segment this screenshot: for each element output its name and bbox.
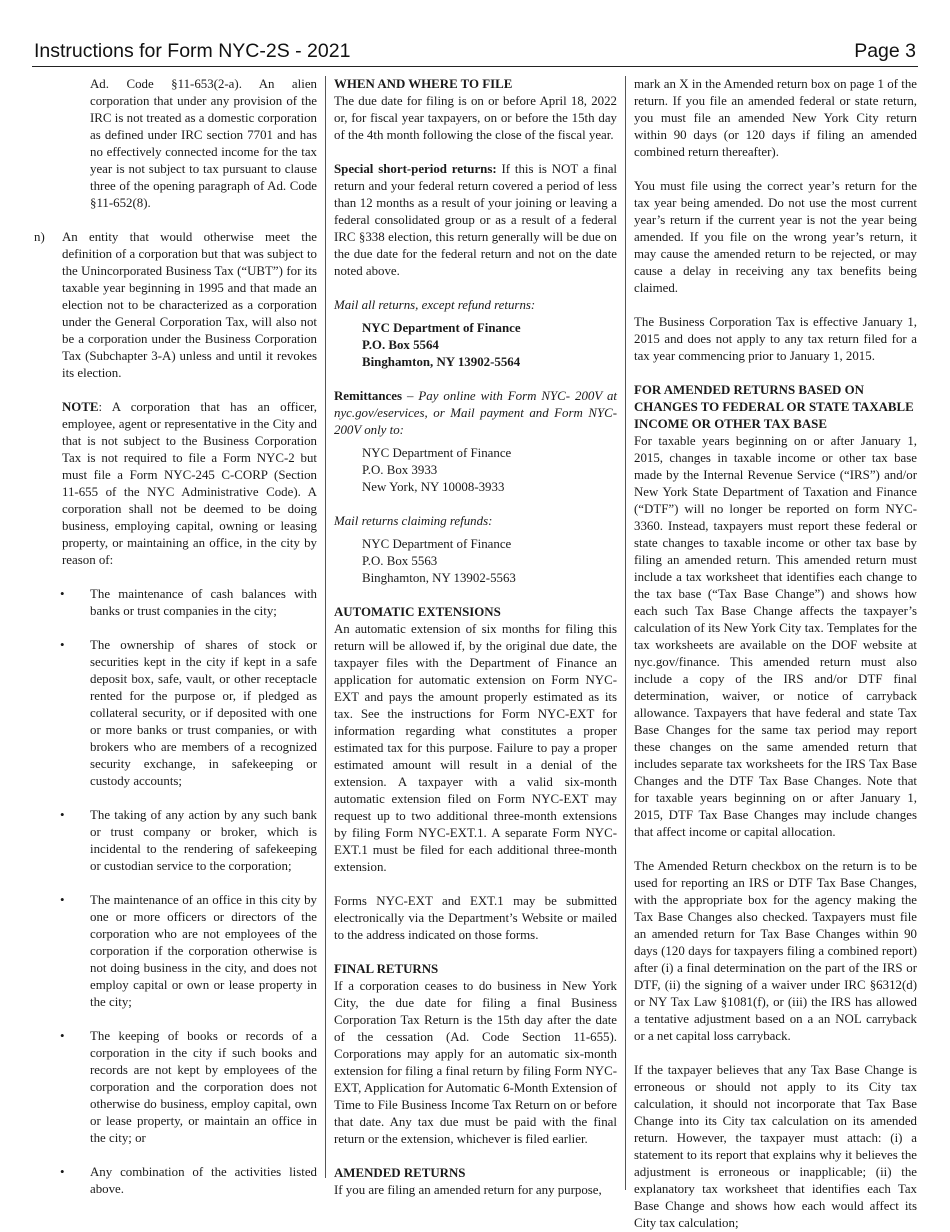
effective-date-paragraph: The Business Corporation Tax is effective January 1, 2015 and does not apply to any tax return filed for a tax year commencing prior to January 1, 2015. bbox=[634, 315, 917, 363]
address-line: NYC Department of Finance bbox=[362, 537, 512, 551]
address-line: P.O. Box 3933 bbox=[362, 463, 438, 477]
bullet-item bbox=[34, 586, 317, 620]
bullet-text: The maintenance of an office in this city by one or more officers or directors of the corporation who are not employees of the corporation if the corporation otherwise is not doing business in the city, and does not employ capital or own or lease property in the city; bbox=[90, 893, 317, 1009]
address-line: P.O. Box 5564 bbox=[362, 338, 439, 352]
list-item-n bbox=[34, 229, 317, 569]
bullet-item bbox=[34, 637, 317, 790]
column-2 bbox=[334, 76, 617, 1199]
list-marker: n) bbox=[34, 230, 45, 244]
header-rule bbox=[32, 66, 918, 67]
bullet-text: The taking of any action by any such bank or trust company or broker, which is incidental to the rendering of safekeeping or custodian service to the corporation; bbox=[90, 808, 317, 873]
correct-year-paragraph: You must file using the correct year’s return for the tax year being amended. Do not use the most current year’s return if the current year is not the year being amended. If you file on the wrong year’s return, it may cause the amended return to be rejected, or may cause a delay in receiving any tax benefits being claimed. bbox=[634, 179, 917, 295]
address-line: NYC Department of Finance bbox=[362, 446, 512, 460]
tax-base-changes-text: For taxable years beginning on or after January 1, 2015, changes in taxable income or other tax base made by the Internal Revenue Service (“IRS”) and/or New York State Department of Taxation and Finance (“DTF”) will no longer be reported on form NYC-3360. Instead, taxpayers must report these federal or state changes to taxable income or other tax base by filing an amended return. This amended return must include a tax worksheet that identifies each change to the tax base (“Tax Base Change”) and shows how each such Tax Base Change affects the taxpayer’s calculation of its New York City tax. Templates for the tax worksheets are available on the DOF website at nyc.gov/finance. This amended return must also include a copy of the IRS and/or DTF final determination, waiver, or notice of carryback allowance. Taxpayers that have federal and state Tax Base Changes for the same tax period may report these changes on the same amended return that includes separate tax worksheets for the IRS Tax Base Changes and the DTF Tax Base Changes. Note that for taxable years beginning on or after January 1, 2015, DTF Tax Base Changes may include changes that affect income or capital allocation. bbox=[634, 434, 917, 839]
short-period-paragraph bbox=[334, 161, 617, 280]
mail-all-label: Mail all returns, except refund returns: bbox=[334, 298, 536, 312]
list-item-text: An entity that would otherwise meet the definition of a corporation but that was subject to the Unincorporated Business Tax (“UBT”) for its taxable year beginning in 1995 and that made an election not to be characterized as a corporation under the General Corporation Tax, will also not be a corporation under the Business Corporation Tax (Subchapter 3-A) unless and until it revokes its election. bbox=[62, 230, 317, 380]
address-refunds bbox=[334, 536, 617, 587]
section-heading-amended-returns: AMENDED RETURNS bbox=[334, 1166, 466, 1180]
document-title: Instructions for Form NYC-2S - 2021 bbox=[34, 40, 351, 62]
amended-continued-text: mark an X in the Amended return box on page 1 of the return. If you file an amended federal or state return, you must file an amended New York City return within 90 days (or 120 days if filing an amended combined return thereafter). bbox=[634, 77, 917, 159]
section-heading-tax-base-changes: FOR AMENDED RETURNS BASED ON CHANGES TO FEDERAL OR STATE TAXABLE INCOME OR OTHER TAX BASE bbox=[634, 383, 914, 431]
remittances-paragraph bbox=[334, 388, 617, 439]
section-heading-when-where: WHEN AND WHERE TO FILE bbox=[334, 77, 513, 91]
page-header bbox=[34, 38, 916, 64]
mail-refunds-label: Mail returns claiming refunds: bbox=[334, 514, 493, 528]
section-heading-final-returns: FINAL RETURNS bbox=[334, 962, 439, 976]
address-line: NYC Department of Finance bbox=[362, 321, 521, 335]
forms-ext-text: Forms NYC-EXT and EXT.1 may be submitted electronically via the Department’s Website or mailed to the address indicated on those forms. bbox=[334, 894, 617, 942]
bullet-item bbox=[34, 1028, 317, 1147]
bullet-text: The keeping of books or records of a corporation in the city if such books and records are not kept by employees of the corporation and the corporation does not otherwise do business, employ capital, own or lease property, or maintain an office in the city; or bbox=[90, 1029, 317, 1145]
note-text: : A corporation that has an officer, employee, agent or representative in the City and that is not subject to the Business Corporation Tax is not required to file a Form NYC-2 but must file a Form NYC-245 C-CORP (Section 11-655 of the NYC Administrative Code). A corporation shall not be deemed to be doing business, employing capital, owning or leasing property, or maintaining an office, in the city by reason of: bbox=[62, 400, 317, 567]
short-period-text: If this is NOT a final return and your federal return covered a period of less than 12 months as a result of your joining or leaving a federal consolidated group or as a result of a federal IRC §338 election, this return generally will be due on the due date for the federal return and not on the date noted above. bbox=[334, 162, 618, 278]
address-returns bbox=[334, 320, 617, 371]
automatic-extensions-text: An automatic extension of six months for filing this return will be allowed if, by the original due date, the taxpayer files with the Department of Finance an application for automatic extension on Form NYC-EXT and pays the amount properly estimated as its tax. See the instructions for Form NYC-EXT for information regarding what constitutes a proper estimated tax for this purpose. Failure to pay a proper estimated amount will result in a denial of the extension. A taxpayer with a valid six-month automatic extension filed on Form NYC-EXT may request up to two additional three-month extensions by filing Form NYC-EXT.1. A separate Form NYC-EXT.1 must be filed for each additional three-month extension. bbox=[334, 622, 617, 874]
page-number: Page 3 bbox=[854, 40, 916, 62]
note-paragraph bbox=[62, 399, 317, 569]
bullet-text: The ownership of shares of stock or securities kept in the city if kept in a safe deposit box, safe, vault, or other receptacle rented for the purpose or, if pledged as collateral security, or if deposited with one or more banks or trust companies, or with brokers who are members of a recognized security exchange, in safekeeping or custody accounts; bbox=[90, 638, 317, 788]
when-where-text: The due date for filing is on or before April 18, 2022 or, for fiscal year taxpayers, on or before the 15th day of the 4th month following the close of the fiscal year. bbox=[334, 94, 617, 142]
final-returns-text: If a corporation ceases to do business in New York City, the due date for filing a final Business Corporation Tax Return is the 15th day after the date of the cessation (Ad. Code Section 11-655). Corporations may apply for an automatic six-month extension for filing a final return by filing Form NYC-EXT, Application for Automatic 6-Month Extension of Time to File Business Income Tax Return on or before that date. Any tax due must be paid with the final return or the extension, whichever is filed earlier. bbox=[334, 979, 617, 1146]
address-line: Binghamton, NY 13902-5563 bbox=[362, 571, 516, 585]
bullet-text: Any combination of the activities listed above. bbox=[90, 1165, 317, 1196]
bullet-item bbox=[34, 1164, 317, 1198]
bullet-item bbox=[34, 807, 317, 875]
bullet-icon: • bbox=[60, 587, 65, 601]
amended-returns-text: If you are filing an amended return for any purpose, bbox=[334, 1183, 602, 1197]
column-1 bbox=[34, 76, 317, 1198]
bullet-icon: • bbox=[60, 1165, 65, 1179]
column-divider-left bbox=[325, 76, 326, 1178]
amended-checkbox-paragraph: The Amended Return checkbox on the return is to be used for reporting an IRS or DTF Tax Base Changes, with the appropriate box for the agency making the Tax Base Changes also checked. Taxpayers must file an amended return for Tax Base Changes within 90 days (120 days for taxpayers filing a combined report) after (i) a final determination on the part of the IRS or DTF, (ii) the signing of a waiver under IRC §6312(d) or NY Tax Law §1081(f), or (iii) the IRS has allowed a tentative adjustment based on a an NOL carryback or a net capital loss carryback. bbox=[634, 859, 917, 1043]
remittances-label: Remittances bbox=[334, 389, 403, 403]
bullet-icon: • bbox=[60, 1029, 65, 1043]
bullet-icon: • bbox=[60, 893, 65, 907]
address-line: P.O. Box 5563 bbox=[362, 554, 438, 568]
bullet-icon: • bbox=[60, 638, 65, 652]
address-line: Binghamton, NY 13902-5564 bbox=[362, 355, 521, 369]
address-remittances bbox=[334, 445, 617, 496]
address-line: New York, NY 10008-3933 bbox=[362, 480, 505, 494]
remittances-text: Pay online with Form NYC- 200V at nyc.gov/eservices, or Mail payment and Form NYC-200V only to: bbox=[334, 389, 617, 437]
erroneous-change-paragraph: If the taxpayer believes that any Tax Base Change is erroneous or should not apply to its City tax calculation, it should not incorporate that Tax Base Change into its City tax calculation on its amended return. However, the taxpayer must attach: (i) a statement to its report that explains why it believes the adjustment is erroneous or inapplicable; (ii) the explanatory tax worksheet that identifies each Tax Base Change and shows how each would affect its City tax calculation; bbox=[634, 1063, 917, 1230]
bullet-icon: • bbox=[60, 808, 65, 822]
note-label: NOTE bbox=[62, 400, 99, 414]
continued-paragraph: Ad. Code §11-653(2-a). An alien corporation that under any provision of the IRC is not treated as a domestic corporation as defined under IRC section 7701 and has no effectively connected income for the tax year is not subject to tax pursuant to clause three of the opening paragraph of Ad. Code §11-652(8). bbox=[90, 77, 317, 210]
column-divider-right bbox=[625, 76, 626, 1190]
section-heading-automatic-extensions: AUTOMATIC EXTENSIONS bbox=[334, 605, 501, 619]
column-3 bbox=[634, 76, 917, 1232]
remittances-dash: – bbox=[402, 389, 419, 403]
short-period-label: Special short-period returns: bbox=[334, 162, 497, 176]
bullet-text: The maintenance of cash balances with banks or trust companies in the city; bbox=[90, 587, 317, 618]
bullet-item bbox=[34, 892, 317, 1011]
